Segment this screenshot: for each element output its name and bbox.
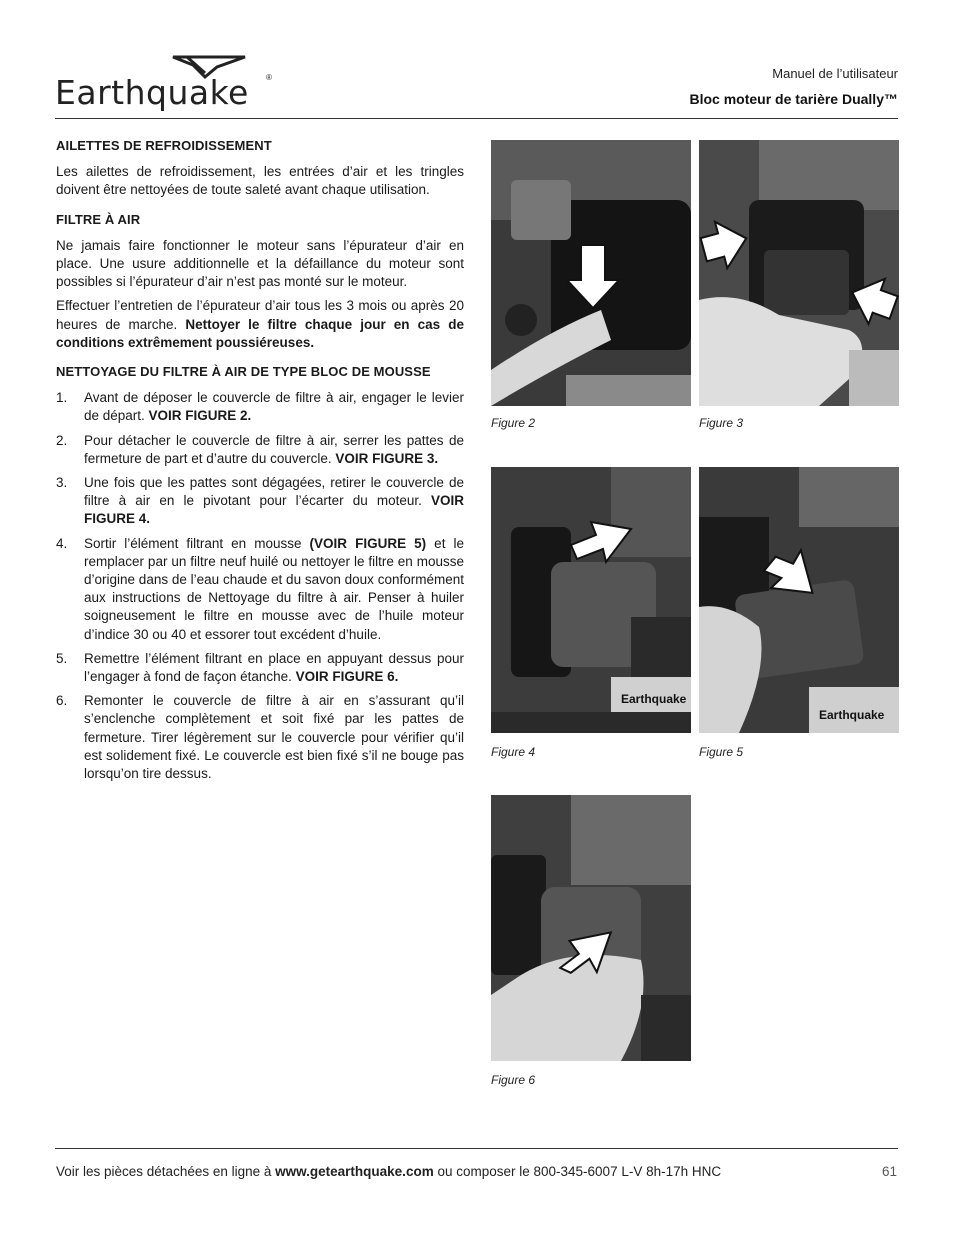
- cooling-text: Les ailettes de refroidissement, les entrées d’air et les tringles doivent être nettoyées de toute saleté avant chaque utilisation.: [56, 164, 464, 198]
- figure-5-caption: Figure 5: [699, 745, 744, 759]
- figure-6-caption: Figure 6: [491, 1073, 536, 1087]
- figure-2-photo: [491, 140, 691, 406]
- manual-subtitle: Manuel de l’utilisateur: [772, 66, 898, 81]
- section-heading-air-filter: FILTRE À AIR: [56, 211, 141, 227]
- figure-3-photo: [699, 140, 899, 406]
- cleaning-steps-list: [56, 389, 464, 783]
- registered-mark: ®: [266, 73, 272, 82]
- svg-text:Earthquake: Earthquake: [621, 692, 687, 706]
- list-item: 2. Pour détacher le couvercle de filtre à air, serrer les pattes de fermeture de part et d’autre du couvercle. VOIR FIGURE 3.: [56, 432, 464, 466]
- header-divider: [55, 118, 898, 119]
- page-number: 61: [881, 1164, 897, 1179]
- list-item: 5. Remettre l’élément filtrant en place en appuyant dessus pour l’engager à fond de façon étanche. VOIR FIGURE 6.: [56, 650, 464, 685]
- logo-wordmark: Earthquake: [55, 73, 249, 112]
- text-column: [56, 137, 464, 789]
- svg-text:Earthquake: Earthquake: [819, 708, 885, 722]
- footer-text: Voir les pièces détachées en ligne à www.getearthquake.com ou composer le 800-345-6007 L-V 8h-17h HNC: [56, 1164, 722, 1179]
- air-filter-paragraph-1: Ne jamais faire fonctionner le moteur sans l’épurateur d’air en place. Une usure additionnelle et la défaillance du moteur sont possibles si l’épurateur d’air n’est pas monté sur le moteur.: [56, 237, 464, 290]
- list-item: 4. Sortir l’élément filtrant en mousse (VOIR FIGURE 5) et le remplacer par un filtre neuf huilé ou nettoyer le filtre en mousse d’origine dans de l’eau chaude et du savon doux conformément aux instructions de Nettoyage du filtre à air. Penser à huiler soigneusement le filtre en mousse avec de l’huile moteur d’indice 30 ou 40 et essorer tout excédent d’huile.: [56, 535, 464, 642]
- footer-divider: [55, 1148, 898, 1149]
- air-filter-paragraph-2: Effectuer l’entretien de l’épurateur d’air tous les 3 mois ou après 20 heures de marche. Nettoyer le filtre chaque jour en cas de conditions extrêmement poussiéreuses.: [56, 298, 464, 350]
- figure-4-photo: [491, 467, 691, 733]
- section-heading-cooling: AILETTES DE REFROIDISSEMENT: [56, 138, 272, 153]
- figure-5-photo: [699, 467, 899, 733]
- list-item: 3. Une fois que les pattes sont dégagées, retirer le couvercle de filtre à air en le pivotant pour l’écarter du moteur. VOIR FIGURE 4.: [56, 475, 464, 527]
- manual-title: Bloc moteur de tarière Dually™: [689, 91, 898, 107]
- website-link[interactable]: www.getearthquake.com: [275, 1164, 434, 1179]
- figure-2-caption: Figure 2: [491, 416, 536, 430]
- section-heading-foam-cleaning: NETTOYAGE DU FILTRE À AIR DE TYPE BLOC DE MOUSSE: [56, 364, 431, 380]
- air-filter-warning: Nettoyer le filtre chaque jour en cas de conditions extrêmement poussiéreuses.: [56, 316, 464, 350]
- brand-logo: [55, 55, 280, 113]
- figure-6-photo: [491, 795, 691, 1061]
- figure-4-caption: Figure 4: [491, 745, 536, 759]
- list-item: 6. Remonter le couvercle de filtre à air en s’assurant qu’il s’enclenche complètement et soit fixé par les pattes de fermeture. Tirer légèrement sur le couvercle pour vérifier qu’il est solidement fixé. Le couvercle est bien fixé s’il ne bouge pas lorsqu’on tire dessus.: [56, 693, 464, 782]
- list-item: 1. Avant de déposer le couvercle de filtre à air, engager le levier de départ. VOIR FIGURE 2.: [56, 390, 464, 424]
- figure-3-caption: Figure 3: [699, 416, 744, 430]
